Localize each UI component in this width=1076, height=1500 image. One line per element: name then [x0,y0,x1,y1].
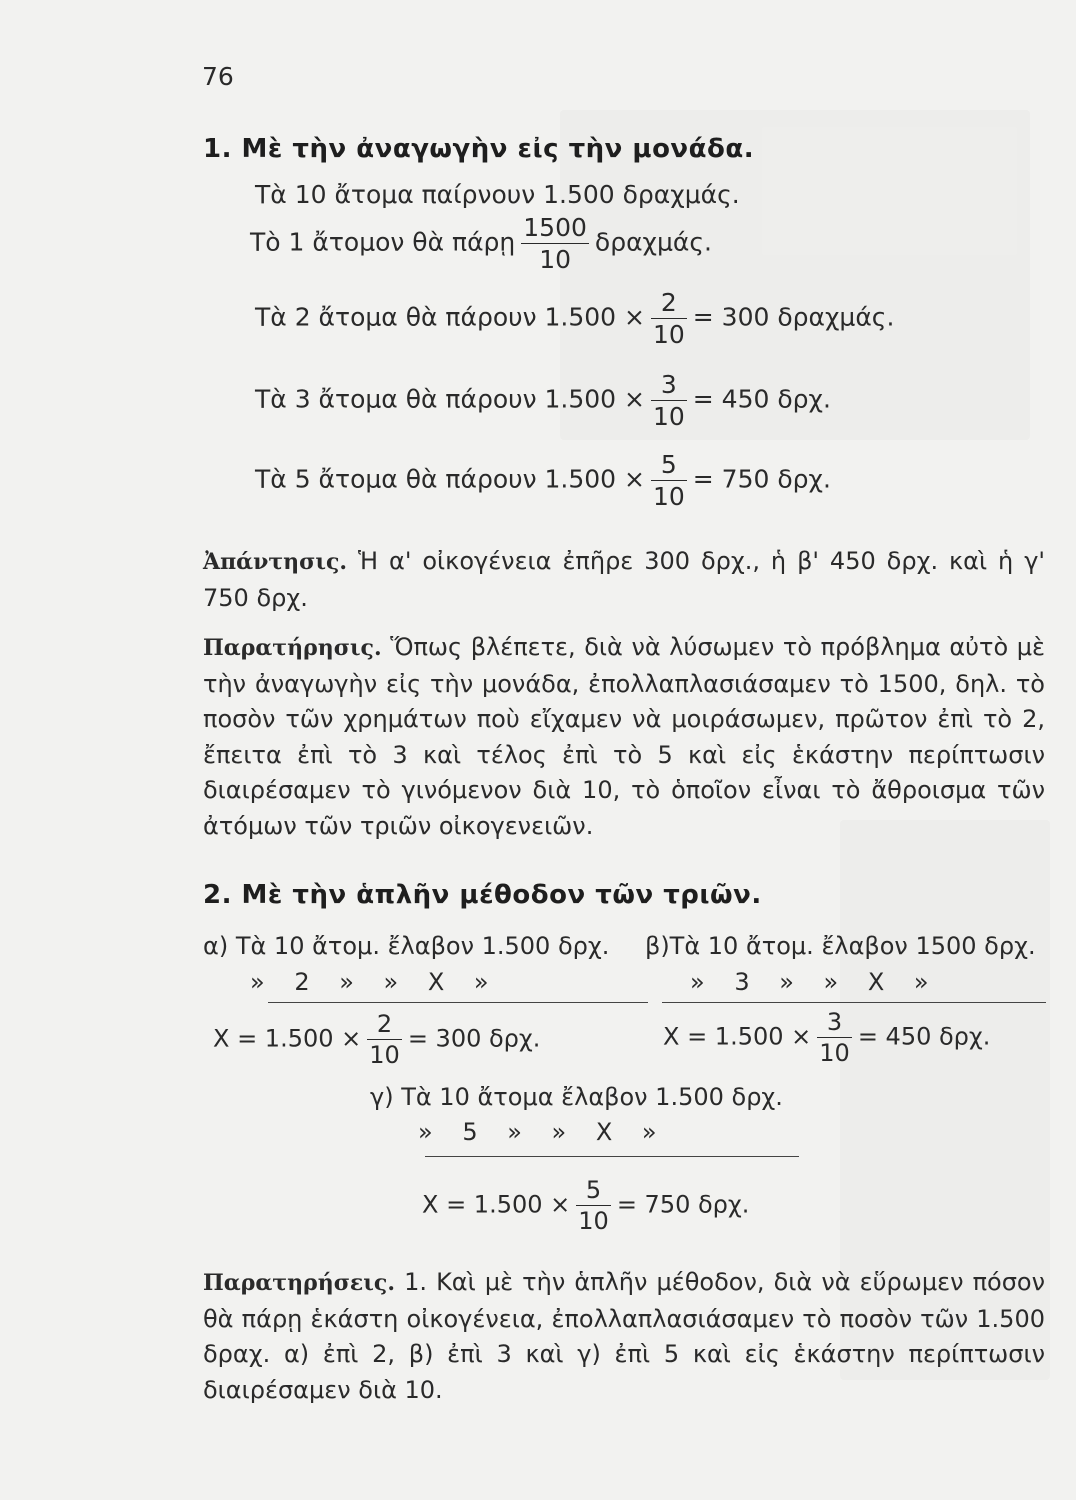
observation-label: Παρατήρησις. [203,635,382,661]
text: Χ = 1.500 × [422,1190,571,1219]
fraction [367,1012,402,1067]
divider-b [662,1002,1046,1003]
divider-a [268,1002,648,1003]
rule-c-row-2: » 5 » » Χ » [418,1118,657,1146]
denominator: 10 [652,402,685,431]
text: = 750 δρχ. [616,1190,750,1219]
numerator: 5 [651,452,687,481]
fraction [817,1010,852,1065]
text: = 450 δρχ. [692,384,831,414]
text: = 750 δρχ. [692,464,831,494]
denominator: 10 [652,320,685,349]
unit-line-3 [255,290,894,347]
denominator: 10 [819,1039,850,1067]
observations-paragraph [203,1265,1045,1408]
text: Τὰ 5 ἄτομα θὰ πάρουν 1.500 × [255,464,645,494]
numerator: 5 [576,1178,611,1206]
result-c [422,1178,749,1233]
numerator: 1500 [523,213,587,242]
unit-line-1: Τὰ 10 ἄτομα παίρνουν 1.500 δραχμάς. [255,180,740,209]
observations-label: Παρατηρήσεις. [203,1270,395,1296]
text: Χ = 1.500 × [213,1024,362,1053]
numerator: 2 [651,290,687,319]
rule-a-row-2: » 2 » » Χ » [250,968,489,996]
divider-c [425,1156,799,1157]
observations-text: 1. Καὶ μὲ τὴν ἁπλῆν μέθοδον, διὰ νὰ εὕρωμεν πόσον θὰ πάρῃ ἑκάστη οἰκογένεια, ἐπολλαπλασιάσαμεν τὸ ποσὸν τῶν 1.500 δραχ. α) ἐπὶ 2, β) ἐπὶ 3 καὶ γ) ἐπὶ 5 καὶ εἰς ἑκάστην περίπτωσιν διαιρέσαμεν διὰ 10. [203,1268,1045,1404]
text: = 450 δρχ. [857,1022,991,1051]
unit-line-5 [255,452,831,509]
denominator: 10 [369,1041,400,1069]
text: Χ = 1.500 × [663,1022,812,1051]
unit-line-2 [250,215,712,272]
observation-text: Ὅπως βλέπετε, διὰ νὰ λύσωμεν τὸ πρόβλημα αὐτὸ μὲ τὴν ἀναγωγὴν εἰς τὴν μονάδα, ἐπολλαπλασιάσαμεν τὸ 1500, δηλ. τὸ ποσὸν τῶν χρημάτων ποὺ εἴχαμεν νὰ μοιράσωμεν, πρῶτον ἐπὶ τὸ 2, ἔπειτα ἐπὶ τὸ 3 καὶ τέλος ἐπὶ τὸ 5 καὶ εἰς ἑκάστην περίπτωσιν διαιρέσαμεν τὸ γινόμενον διὰ 10, τὸ ὁποῖον εἶναι τὸ ἄθροισμα τῶν ἀτόμων τῶν τριῶν οἰκογενειῶν. [203,633,1045,840]
text: = 300 δρχ. [407,1024,541,1053]
answer-paragraph [203,544,1045,616]
text: δραχμάς. [594,227,712,257]
section-1-heading: 1. Μὲ τὴν ἀναγωγὴν εἰς τὴν μονάδα. [203,134,755,164]
rule-c-row-1: γ) Τὰ 10 ἄτομα ἔλαβον 1.500 δρχ. [370,1083,783,1111]
page-number: 76 [202,62,234,91]
text: Τὰ 2 ἄτομα θὰ πάρουν 1.500 × [255,302,645,332]
text: = 300 δραχμάς. [692,302,895,332]
denominator: 10 [578,1207,609,1235]
fraction [651,452,687,509]
text: Τὰ 3 ἄτομα θὰ πάρουν 1.500 × [255,384,645,414]
rule-a-row-1: α) Τὰ 10 ἄτομ. ἔλαβον 1.500 δρχ. [203,932,610,960]
observation-paragraph [203,630,1045,845]
rule-b-row-1: β)Τὰ 10 ἄτομ. ἔλαβον 1500 δρχ. [645,932,1036,960]
unit-line-4 [255,372,831,429]
answer-text: Ἡ α' οἰκογένεια ἐπῆρε 300 δρχ., ἡ β' 450 δρχ. καὶ ἡ γ' 750 δρχ. [203,547,1045,612]
text: Τὸ 1 ἄτομον θὰ πάρῃ [250,227,516,257]
rule-b-row-2: » 3 » » Χ » [690,968,929,996]
fraction [576,1178,611,1233]
fraction [521,215,589,272]
numerator: 3 [817,1010,852,1038]
fraction [651,372,687,429]
section-2-heading: 2. Μὲ τὴν ἁπλῆν μέθοδον τῶν τριῶν. [203,880,762,910]
result-b [663,1010,990,1065]
denominator: 10 [652,482,685,511]
answer-label: Ἀπάντησις. [203,549,348,575]
numerator: 2 [367,1012,402,1040]
result-a [213,1012,540,1067]
denominator: 10 [539,245,571,274]
numerator: 3 [651,372,687,401]
fraction [651,290,687,347]
